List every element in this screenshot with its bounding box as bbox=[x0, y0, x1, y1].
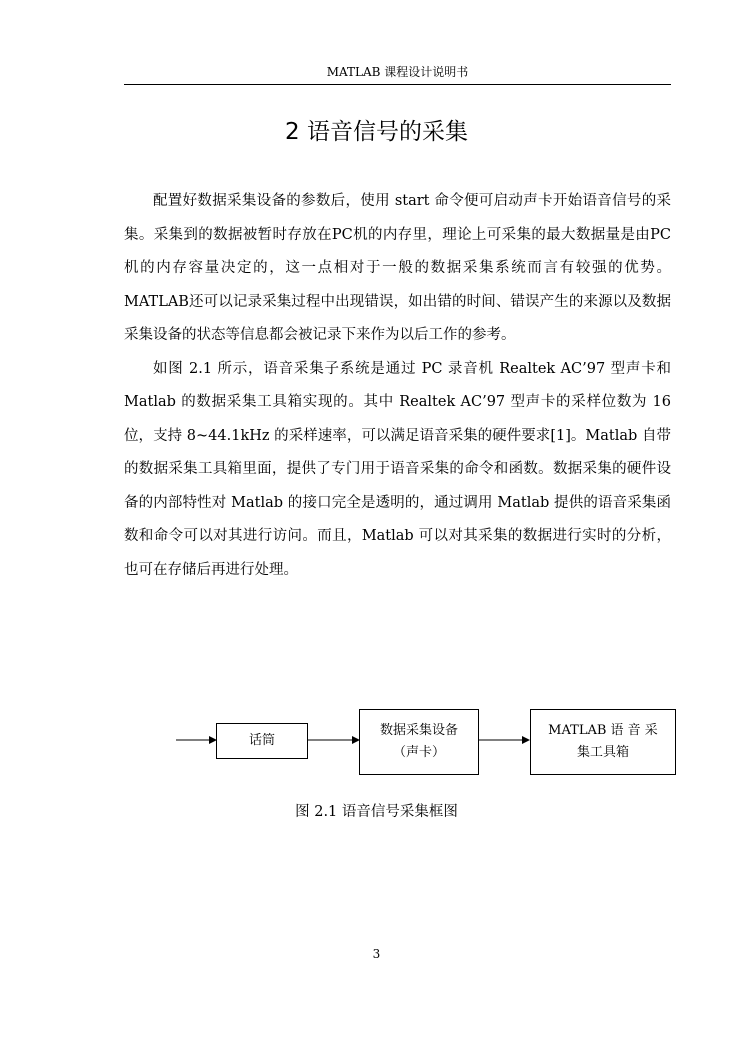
paragraph-2: 如图 2.1 所示，语音采集子系统是通过 PC 录音机 Realtek AC’97 型声卡和 Matlab 的数据采集工具箱实现的。其中 Realtek AC’97 型声卡的采样位数为 16 位，支持 8~44.1kHz 的采样速率，可以满足语音采集的硬件要求[1]。Matlab 自带的数据采集工具箱里面，提供了专门用于语音采集的命令和函数。数据采集的硬件设备的内部特性对 Matlab 的接口完全是透明的，通过调用 Matlab 提供的语音采集函数和命令可以对其进行访问。而且，Matlab 可以对其采集的数据进行实时的分析，也可在存储后再进行处理。 bbox=[124, 360, 671, 578]
matlab-toolbox-sublabel: 集工具箱 bbox=[576, 745, 629, 760]
matlab-toolbox-box bbox=[530, 709, 676, 775]
header-text: MATLAB 课程设计说明书 bbox=[326, 65, 469, 79]
sound-card-label: 数据采集设备 bbox=[379, 723, 458, 738]
figure-caption: 图 2.1 语音信号采集框图 bbox=[295, 804, 458, 820]
body-text bbox=[124, 185, 671, 587]
matlab-toolbox-label: MATLAB 语 音 采 bbox=[548, 723, 658, 738]
page-header bbox=[124, 62, 671, 85]
page-number: 3 bbox=[372, 947, 381, 961]
paragraph-1: 配置好数据采集设备的参数后，使用 start 命令便可启动声卡开始语音信号的采集。采集到的数据被暂时存放在PC机的内存里，理论上可采集的最大数据量是由PC机的内存容量决定的，这一点相对于一般的数据采集系统而言有较强的优势。MATLAB还可以记录采集过程中出现错误，如出错的时间、错误产生的来源以及数据采集设备的状态等信息都会被记录下来作为以后工作的参考。 bbox=[124, 193, 671, 343]
sound-card-box bbox=[359, 709, 479, 775]
sound-card-sublabel: （声卡） bbox=[392, 745, 445, 760]
microphone-box bbox=[216, 723, 308, 759]
block-diagram bbox=[170, 706, 690, 786]
microphone-label: 话筒 bbox=[248, 733, 275, 748]
section-title: 2 语音信号的采集 bbox=[285, 119, 468, 145]
